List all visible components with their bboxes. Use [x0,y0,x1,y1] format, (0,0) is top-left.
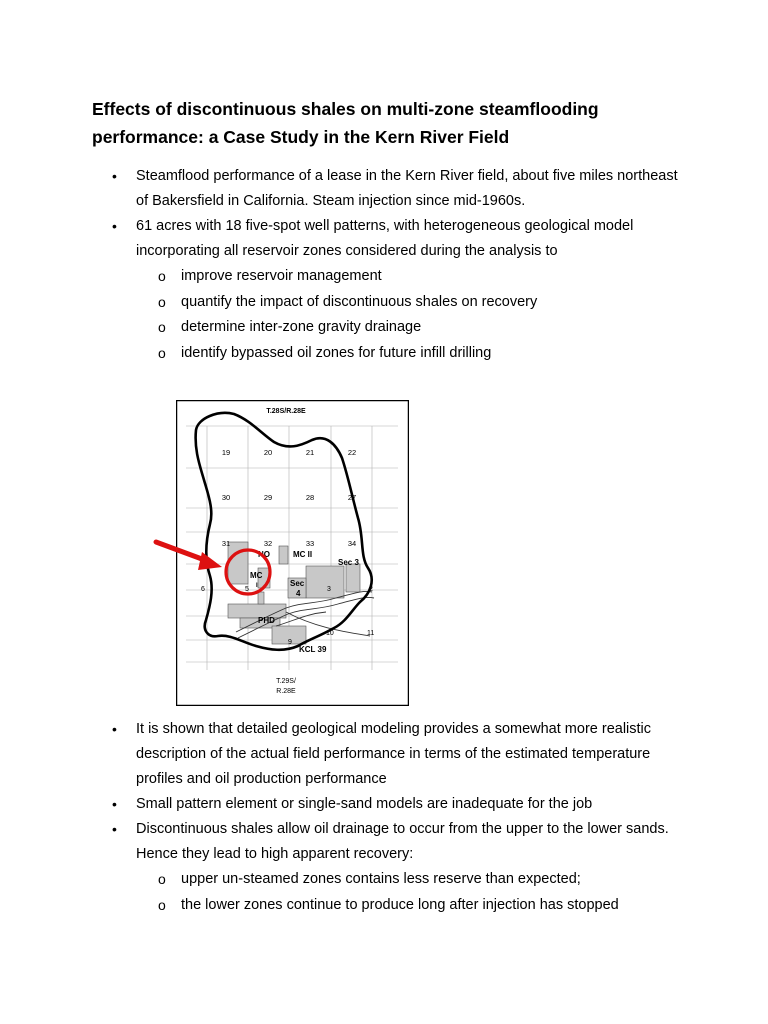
lease-label-no: NO [258,550,270,559]
lease-label-phd: PHD [258,616,275,625]
circle-bullet-icon: o [158,293,166,310]
list-item [112,717,682,792]
highlight-arrow-icon [152,536,252,586]
map-number: 11 [367,630,375,637]
sub-bullet-text: improve reservoir management [181,268,382,284]
bullet-icon: • [112,168,117,184]
lease-area [346,564,360,592]
circle-bullet-icon: o [158,319,166,335]
section-number: 30 [221,493,231,502]
sub-bullet-text: upper un-steamed zones contains less reserve than expected; [181,871,581,887]
lease-area [279,546,288,564]
lease-label-mc: MC [250,571,263,580]
lease-label-mc2: MC II [293,550,313,559]
section-number: 31 [221,539,231,548]
circle-bullet-icon: o [158,344,166,361]
section-number: 28 [305,493,315,502]
lease-area [258,592,264,604]
sub-bullet-text: the lower zones continue to produce long after injection has stopped [181,896,619,913]
lease-label-sec-num: 4 [296,589,301,598]
section-number: 22 [347,448,357,457]
bullet-text: Small pattern element or single-sand models are inadequate for the job [136,796,593,812]
map-number: 3 [327,586,331,593]
section-number: 29 [263,493,273,502]
lease-label-kcl: KCL 39 [299,645,327,654]
sub-list-item [136,341,682,367]
list-item [112,817,682,918]
map-number: 10 [326,630,334,637]
sub-list-item [136,290,682,316]
section-number: 33 [305,539,315,548]
lease-area [228,604,286,618]
bullet-text: 61 acres with 18 five-spot well patterns, with heterogeneous geological model incorporating all reservoir zones considered during the analysis to [136,218,634,259]
sub-list-item [136,315,682,341]
section-number: 32 [263,539,273,548]
sub-list-item [136,264,682,290]
section-number: 34 [347,539,357,548]
section-number: 20 [263,448,273,457]
bullet-text: Steamflood performance of a lease in the Kern River field, about five miles northeast of Bakersfield in California. Steam injection since mid-1960s. [136,168,678,209]
lease-label-mc-sub: I [256,583,258,589]
sub-bullet-text: determine inter-zone gravity drainage [181,319,422,335]
lease-label-sec3: Sec 3 [338,558,359,567]
bullet-icon: • [112,218,117,234]
map-number: 9 [288,639,292,646]
sub-list-item [136,893,682,919]
map-footer-label-2: R.28E [276,688,296,695]
lease-area [306,566,344,598]
map-number: 2 [369,586,373,593]
map-header-label: T.28S/R.28E [266,408,306,415]
bullet-icon: • [112,721,117,737]
circle-bullet-icon: o [158,268,166,284]
bullet-icon: • [112,796,117,812]
circle-bullet-icon: o [158,871,166,887]
section-number: 21 [305,448,315,457]
sub-bullet-text: identify bypassed oil zones for future infill drilling [181,344,492,361]
map-number: 6 [201,586,205,593]
list-item [112,164,682,214]
lease-label-sec: Sec [290,579,305,588]
list-item [112,792,682,817]
list-item [112,214,682,366]
map-footer-label-1: T.29S/ [276,678,296,685]
bullet-icon: • [112,821,117,837]
sub-list [136,867,682,918]
bullet-list-top [112,164,682,366]
bullet-text: Discontinuous shales allow oil drainage to occur from the upper to the lower sands. Hence they lead to high apparent recovery: [136,821,669,862]
bullet-text: It is shown that detailed geological modeling provides a somewhat more realistic description of the actual field performance in terms of the estimated temperature profiles and oil production performance [136,721,652,787]
sub-list [136,264,682,366]
section-number: 19 [221,448,231,457]
sub-bullet-text: quantify the impact of discontinuous shales on recovery [181,293,538,310]
map-number: 5 [245,586,249,593]
circle-bullet-icon: o [158,896,166,913]
bullet-list-bottom [112,717,682,918]
section-number: 27 [347,493,357,502]
sub-list-item [136,867,682,893]
page-title: Effects of discontinuous shales on multi-zone steamflooding performance: a Case Study in the Kern River Field [92,99,599,147]
